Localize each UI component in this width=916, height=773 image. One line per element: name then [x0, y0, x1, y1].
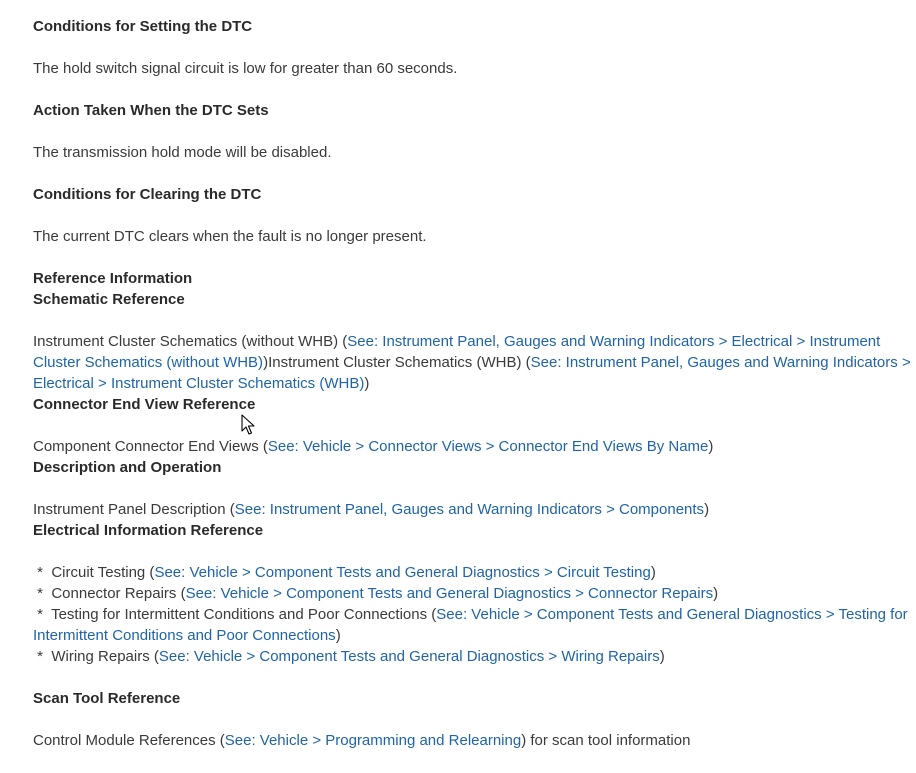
heading-action-taken: Action Taken When the DTC Sets [33, 102, 269, 119]
list-item: * Testing for Intermittent Conditions and Poor Connections (See: Vehicle > Component Tests and General Diagnostics > Testing for Intermittent Conditions and Poor Connections) [33, 606, 908, 644]
heading-connector-end-view-reference: Connector End View Reference [33, 396, 256, 413]
heading-scan-tool-reference: Scan Tool Reference [33, 690, 181, 707]
paragraph-action-taken: The transmission hold mode will be disabled. [33, 144, 332, 161]
document-body [33, 16, 913, 751]
link-connector-repairs[interactable]: See: Vehicle > Component Tests and General Diagnostics > Connector Repairs [185, 585, 714, 602]
list-item: * Wiring Repairs (See: Vehicle > Component Tests and General Diagnostics > Wiring Repairs) [33, 648, 665, 665]
heading-description-and-operation: Description and Operation [33, 459, 222, 476]
schematic-item1-text: Instrument Cluster Schematics (without WHB) ( [33, 333, 348, 350]
link-circuit-testing[interactable]: See: Vehicle > Component Tests and General Diagnostics > Circuit Testing [154, 564, 651, 581]
heading-electrical-information-reference: Electrical Information Reference [33, 522, 264, 539]
schematic-item2-text: Instrument Cluster Schematics (WHB) ( [268, 354, 531, 371]
heading-conditions-setting: Conditions for Setting the DTC [33, 18, 253, 35]
link-testing-intermittent-conditions[interactable]: See: Vehicle > Component Tests and General Diagnostics > Testing for Intermittent Conditions and Poor Connections [33, 606, 908, 644]
paragraph-conditions-setting: The hold switch signal circuit is low for greater than 60 seconds. [33, 60, 458, 77]
description-paragraph: Instrument Panel Description (See: Instrument Panel, Gauges and Warning Indicators > Components) [33, 501, 710, 518]
link-instrument-panel-components[interactable]: See: Instrument Panel, Gauges and Warning Indicators > Components [234, 501, 705, 518]
heading-schematic-reference: Schematic Reference [33, 291, 185, 308]
link-instrument-cluster-schematics-whb[interactable]: See: Instrument Panel, Gauges and Warning Indicators > Electrical > Instrument Cluster Schematics (WHB) [33, 354, 911, 392]
mouse-pointer-icon [241, 414, 257, 436]
scan-tool-paragraph: Control Module References (See: Vehicle > Programming and Relearning) for scan tool information [33, 732, 691, 749]
link-programming-and-relearning[interactable]: See: Vehicle > Programming and Relearning [224, 732, 522, 749]
connector-reference-paragraph: Component Connector End Views (See: Vehicle > Connector Views > Connector End Views By Name) [33, 438, 714, 455]
paragraph-conditions-clearing: The current DTC clears when the fault is no longer present. [33, 228, 427, 245]
list-item: * Connector Repairs (See: Vehicle > Component Tests and General Diagnostics > Connector Repairs) [33, 585, 719, 602]
schematic-reference-paragraph: Instrument Cluster Schematics (without WHB) (See: Instrument Panel, Gauges and Warning Indicators > Electrical > Instrument Cluster Schematics (without WHB))Instrument Cluster Schematics (WHB) (See: Instrument Panel, Gauges and Warning Indicators > Electrical > Instrument Cluster Schematics (WHB)) [33, 333, 911, 392]
link-instrument-cluster-schematics-without-whb[interactable]: See: Instrument Panel, Gauges and Warning Indicators > Electrical > Instrument Cluster Schematics (without WHB) [33, 333, 881, 371]
heading-reference-information: Reference Information [33, 270, 193, 287]
link-connector-end-views-by-name[interactable]: See: Vehicle > Connector Views > Connector End Views By Name [267, 438, 709, 455]
heading-conditions-clearing: Conditions for Clearing the DTC [33, 186, 262, 203]
link-wiring-repairs[interactable]: See: Vehicle > Component Tests and General Diagnostics > Wiring Repairs [158, 648, 660, 665]
list-item: * Circuit Testing (See: Vehicle > Component Tests and General Diagnostics > Circuit Testing) [33, 564, 656, 581]
